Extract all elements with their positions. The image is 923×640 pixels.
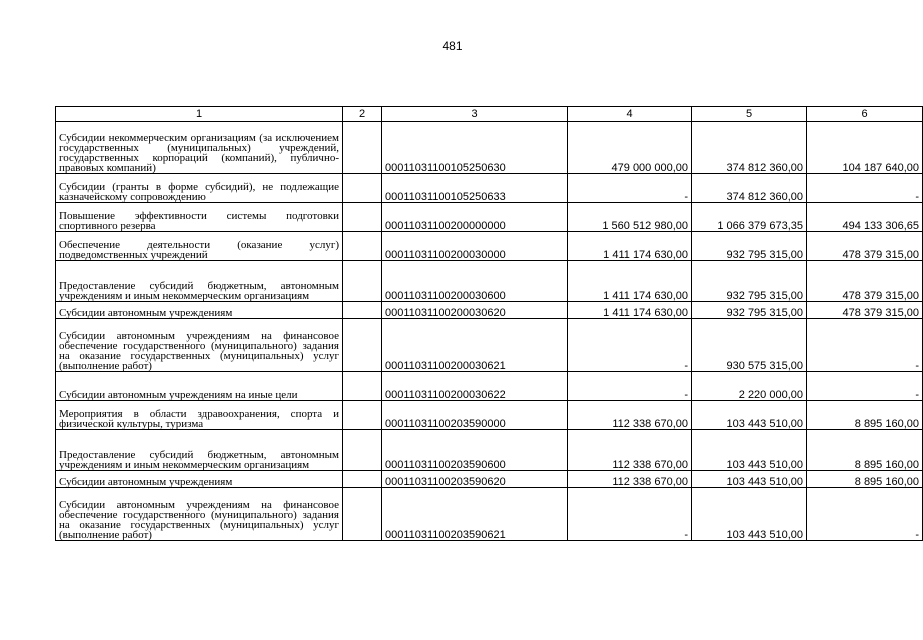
row-code-cell: 00011031100203590621 (382, 488, 568, 541)
row-name-cell: Субсидии автономным учреждениям на финансовое обеспечение государственного (муниципального) задания на оказание государственных (муниципальных) услуг (выполнение работ) (56, 319, 343, 372)
row-col2-cell (343, 372, 382, 401)
row-remaining-cell: - (807, 488, 923, 541)
row-approved-cell: - (568, 488, 692, 541)
row-code-cell: 00011031100200000000 (382, 203, 568, 232)
row-code-cell: 00011031100203590620 (382, 471, 568, 488)
row-remaining-cell: 478 379 315,00 (807, 302, 923, 319)
row-remaining-cell: - (807, 319, 923, 372)
table-row (56, 302, 923, 319)
row-col2-cell (343, 471, 382, 488)
row-approved-cell: 1 411 174 630,00 (568, 302, 692, 319)
row-name-cell: Предоставление субсидий бюджетным, автономным учреждениям и иным некоммерческим организациям (56, 430, 343, 471)
row-approved-cell: 479 000 000,00 (568, 122, 692, 174)
table-row (56, 372, 923, 401)
table-row (56, 122, 923, 174)
header-cell-1: 1 (56, 107, 343, 122)
table-header-row (56, 107, 923, 122)
row-code-cell: 00011031100200030000 (382, 232, 568, 261)
row-remaining-cell: 104 187 640,00 (807, 122, 923, 174)
row-executed-cell: 930 575 315,00 (692, 319, 807, 372)
row-executed-cell: 374 812 360,00 (692, 174, 807, 203)
row-code-cell: 00011031100203590000 (382, 401, 568, 430)
row-remaining-cell: - (807, 174, 923, 203)
row-col2-cell (343, 261, 382, 302)
header-cell-2: 2 (343, 107, 382, 122)
row-executed-cell: 1 066 379 673,35 (692, 203, 807, 232)
row-approved-cell: 1 411 174 630,00 (568, 261, 692, 302)
row-name-cell: Субсидии (гранты в форме субсидий), не подлежащие казначейскому сопровождению (56, 174, 343, 203)
row-name-cell: Повышение эффективности системы подготовки спортивного резерва (56, 203, 343, 232)
row-name-cell: Субсидии автономным учреждениям на финансовое обеспечение государственного (муниципального) задания на оказание государственных (муниципальных) услуг (выполнение работ) (56, 488, 343, 541)
header-cell-4: 4 (568, 107, 692, 122)
row-executed-cell: 103 443 510,00 (692, 401, 807, 430)
row-code-cell: 00011031100105250630 (382, 122, 568, 174)
row-executed-cell: 103 443 510,00 (692, 430, 807, 471)
row-col2-cell (343, 319, 382, 372)
row-executed-cell: 374 812 360,00 (692, 122, 807, 174)
row-code-cell: 00011031100203590600 (382, 430, 568, 471)
row-approved-cell: 1 560 512 980,00 (568, 203, 692, 232)
table-row (56, 261, 923, 302)
row-executed-cell: 103 443 510,00 (692, 471, 807, 488)
header-cell-3: 3 (382, 107, 568, 122)
row-executed-cell: 932 795 315,00 (692, 261, 807, 302)
row-executed-cell: 932 795 315,00 (692, 232, 807, 261)
row-approved-cell: 1 411 174 630,00 (568, 232, 692, 261)
table-row (56, 319, 923, 372)
row-col2-cell (343, 302, 382, 319)
row-col2-cell (343, 401, 382, 430)
row-name-cell: Субсидии автономным учреждениям на иные цели (56, 372, 343, 401)
row-remaining-cell: - (807, 372, 923, 401)
row-code-cell: 00011031100200030622 (382, 372, 568, 401)
row-code-cell: 00011031100200030600 (382, 261, 568, 302)
row-approved-cell: 112 338 670,00 (568, 471, 692, 488)
row-name-cell: Субсидии некоммерческим организациям (за исключением государственных (муниципальных) учреждений, государственных корпораций (компаний), публично-правовых компаний) (56, 122, 343, 174)
row-executed-cell: 2 220 000,00 (692, 372, 807, 401)
table-row (56, 430, 923, 471)
row-remaining-cell: 478 379 315,00 (807, 261, 923, 302)
row-remaining-cell: 8 895 160,00 (807, 401, 923, 430)
row-name-cell: Мероприятия в области здравоохранения, спорта и физической культуры, туризма (56, 401, 343, 430)
row-col2-cell (343, 203, 382, 232)
row-approved-cell: 112 338 670,00 (568, 401, 692, 430)
row-approved-cell: - (568, 174, 692, 203)
row-col2-cell (343, 488, 382, 541)
page-number: 481 (442, 39, 463, 53)
row-code-cell: 00011031100200030621 (382, 319, 568, 372)
header-cell-6: 6 (807, 107, 923, 122)
table-row (56, 471, 923, 488)
row-col2-cell (343, 174, 382, 203)
row-code-cell: 00011031100200030620 (382, 302, 568, 319)
row-approved-cell: - (568, 372, 692, 401)
row-approved-cell: - (568, 319, 692, 372)
table-row (56, 401, 923, 430)
table-row (56, 232, 923, 261)
header-cell-5: 5 (692, 107, 807, 122)
row-remaining-cell: 8 895 160,00 (807, 430, 923, 471)
row-col2-cell (343, 232, 382, 261)
row-remaining-cell: 494 133 306,65 (807, 203, 923, 232)
row-remaining-cell: 8 895 160,00 (807, 471, 923, 488)
row-col2-cell (343, 430, 382, 471)
row-name-cell: Предоставление субсидий бюджетным, автономным учреждениям и иным некоммерческим организациям (56, 261, 343, 302)
row-approved-cell: 112 338 670,00 (568, 430, 692, 471)
row-name-cell: Субсидии автономным учреждениям (56, 471, 343, 488)
row-executed-cell: 932 795 315,00 (692, 302, 807, 319)
row-name-cell: Субсидии автономным учреждениям (56, 302, 343, 319)
table-row (56, 203, 923, 232)
row-executed-cell: 103 443 510,00 (692, 488, 807, 541)
table-row (56, 174, 923, 203)
row-col2-cell (343, 122, 382, 174)
row-remaining-cell: 478 379 315,00 (807, 232, 923, 261)
row-name-cell: Обеспечение деятельности (оказание услуг) подведомственных учреждений (56, 232, 343, 261)
budget-execution-table (55, 106, 923, 541)
row-code-cell: 00011031100105250633 (382, 174, 568, 203)
table-row (56, 488, 923, 541)
